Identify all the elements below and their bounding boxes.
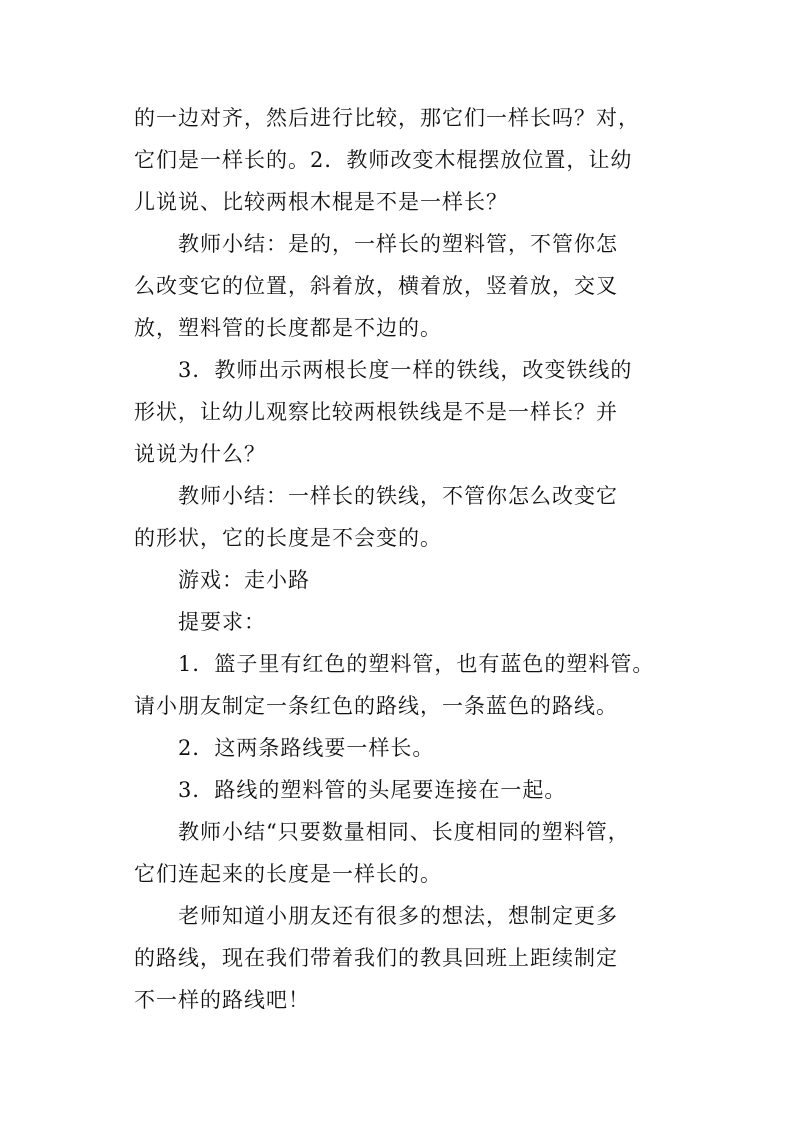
- document-body: [134, 97, 674, 1021]
- paragraph-line: 3．路线的塑料管的头尾要连接在一起。: [178, 778, 567, 802]
- text-line: 它们是一样长的。2．教师改变木棍摆放位置，让幼: [134, 148, 633, 172]
- paragraph-line: 2．这两条路线要一样长。: [178, 736, 435, 760]
- text-line: 说说为什么？: [134, 442, 266, 466]
- section-heading: 提要求：: [178, 610, 266, 634]
- text-line: 放，塑料管的长度都是不边的。: [134, 316, 442, 340]
- text-line: 的路线，现在我们带着我们的教具回班上距续制定: [134, 946, 618, 970]
- text-line: 它们连起来的长度是一样长的。: [134, 862, 442, 886]
- text-line: 的一边对齐，然后进行比较，那它们一样长吗？对，: [134, 106, 640, 130]
- paragraph-line: 1．篮子里有红色的塑料管，也有蓝色的塑料管。: [178, 652, 655, 676]
- text-line: 儿说说、比较两根木棍是不是一样长？: [134, 190, 508, 214]
- paragraph-line: 3．教师出示两根长度一样的铁线，改变铁线的: [178, 358, 633, 382]
- paragraph-line: 老师知道小朋友还有很多的想法，想制定更多: [178, 904, 618, 928]
- text-line: 么改变它的位置，斜着放，横着放，竖着放，交叉: [134, 274, 618, 298]
- text-line: 的形状，它的长度是不会变的。: [134, 526, 442, 550]
- text-line: 形状，让幼儿观察比较两根铁线是不是一样长？并: [134, 400, 618, 424]
- section-heading: 游戏：走小路: [178, 568, 310, 592]
- paragraph-line: 教师小结“只要数量相同、长度相同的塑料管，: [178, 820, 630, 844]
- paragraph-line: 教师小结：一样长的铁线，不管你怎么改变它: [178, 484, 618, 508]
- paragraph-line: 教师小结：是的，一样长的塑料管，不管你怎: [178, 232, 618, 256]
- text-line: 请小朋友制定一条红色的路线，一条蓝色的路线。: [134, 694, 618, 718]
- text-line: 不一样的路线吧！: [134, 988, 310, 1012]
